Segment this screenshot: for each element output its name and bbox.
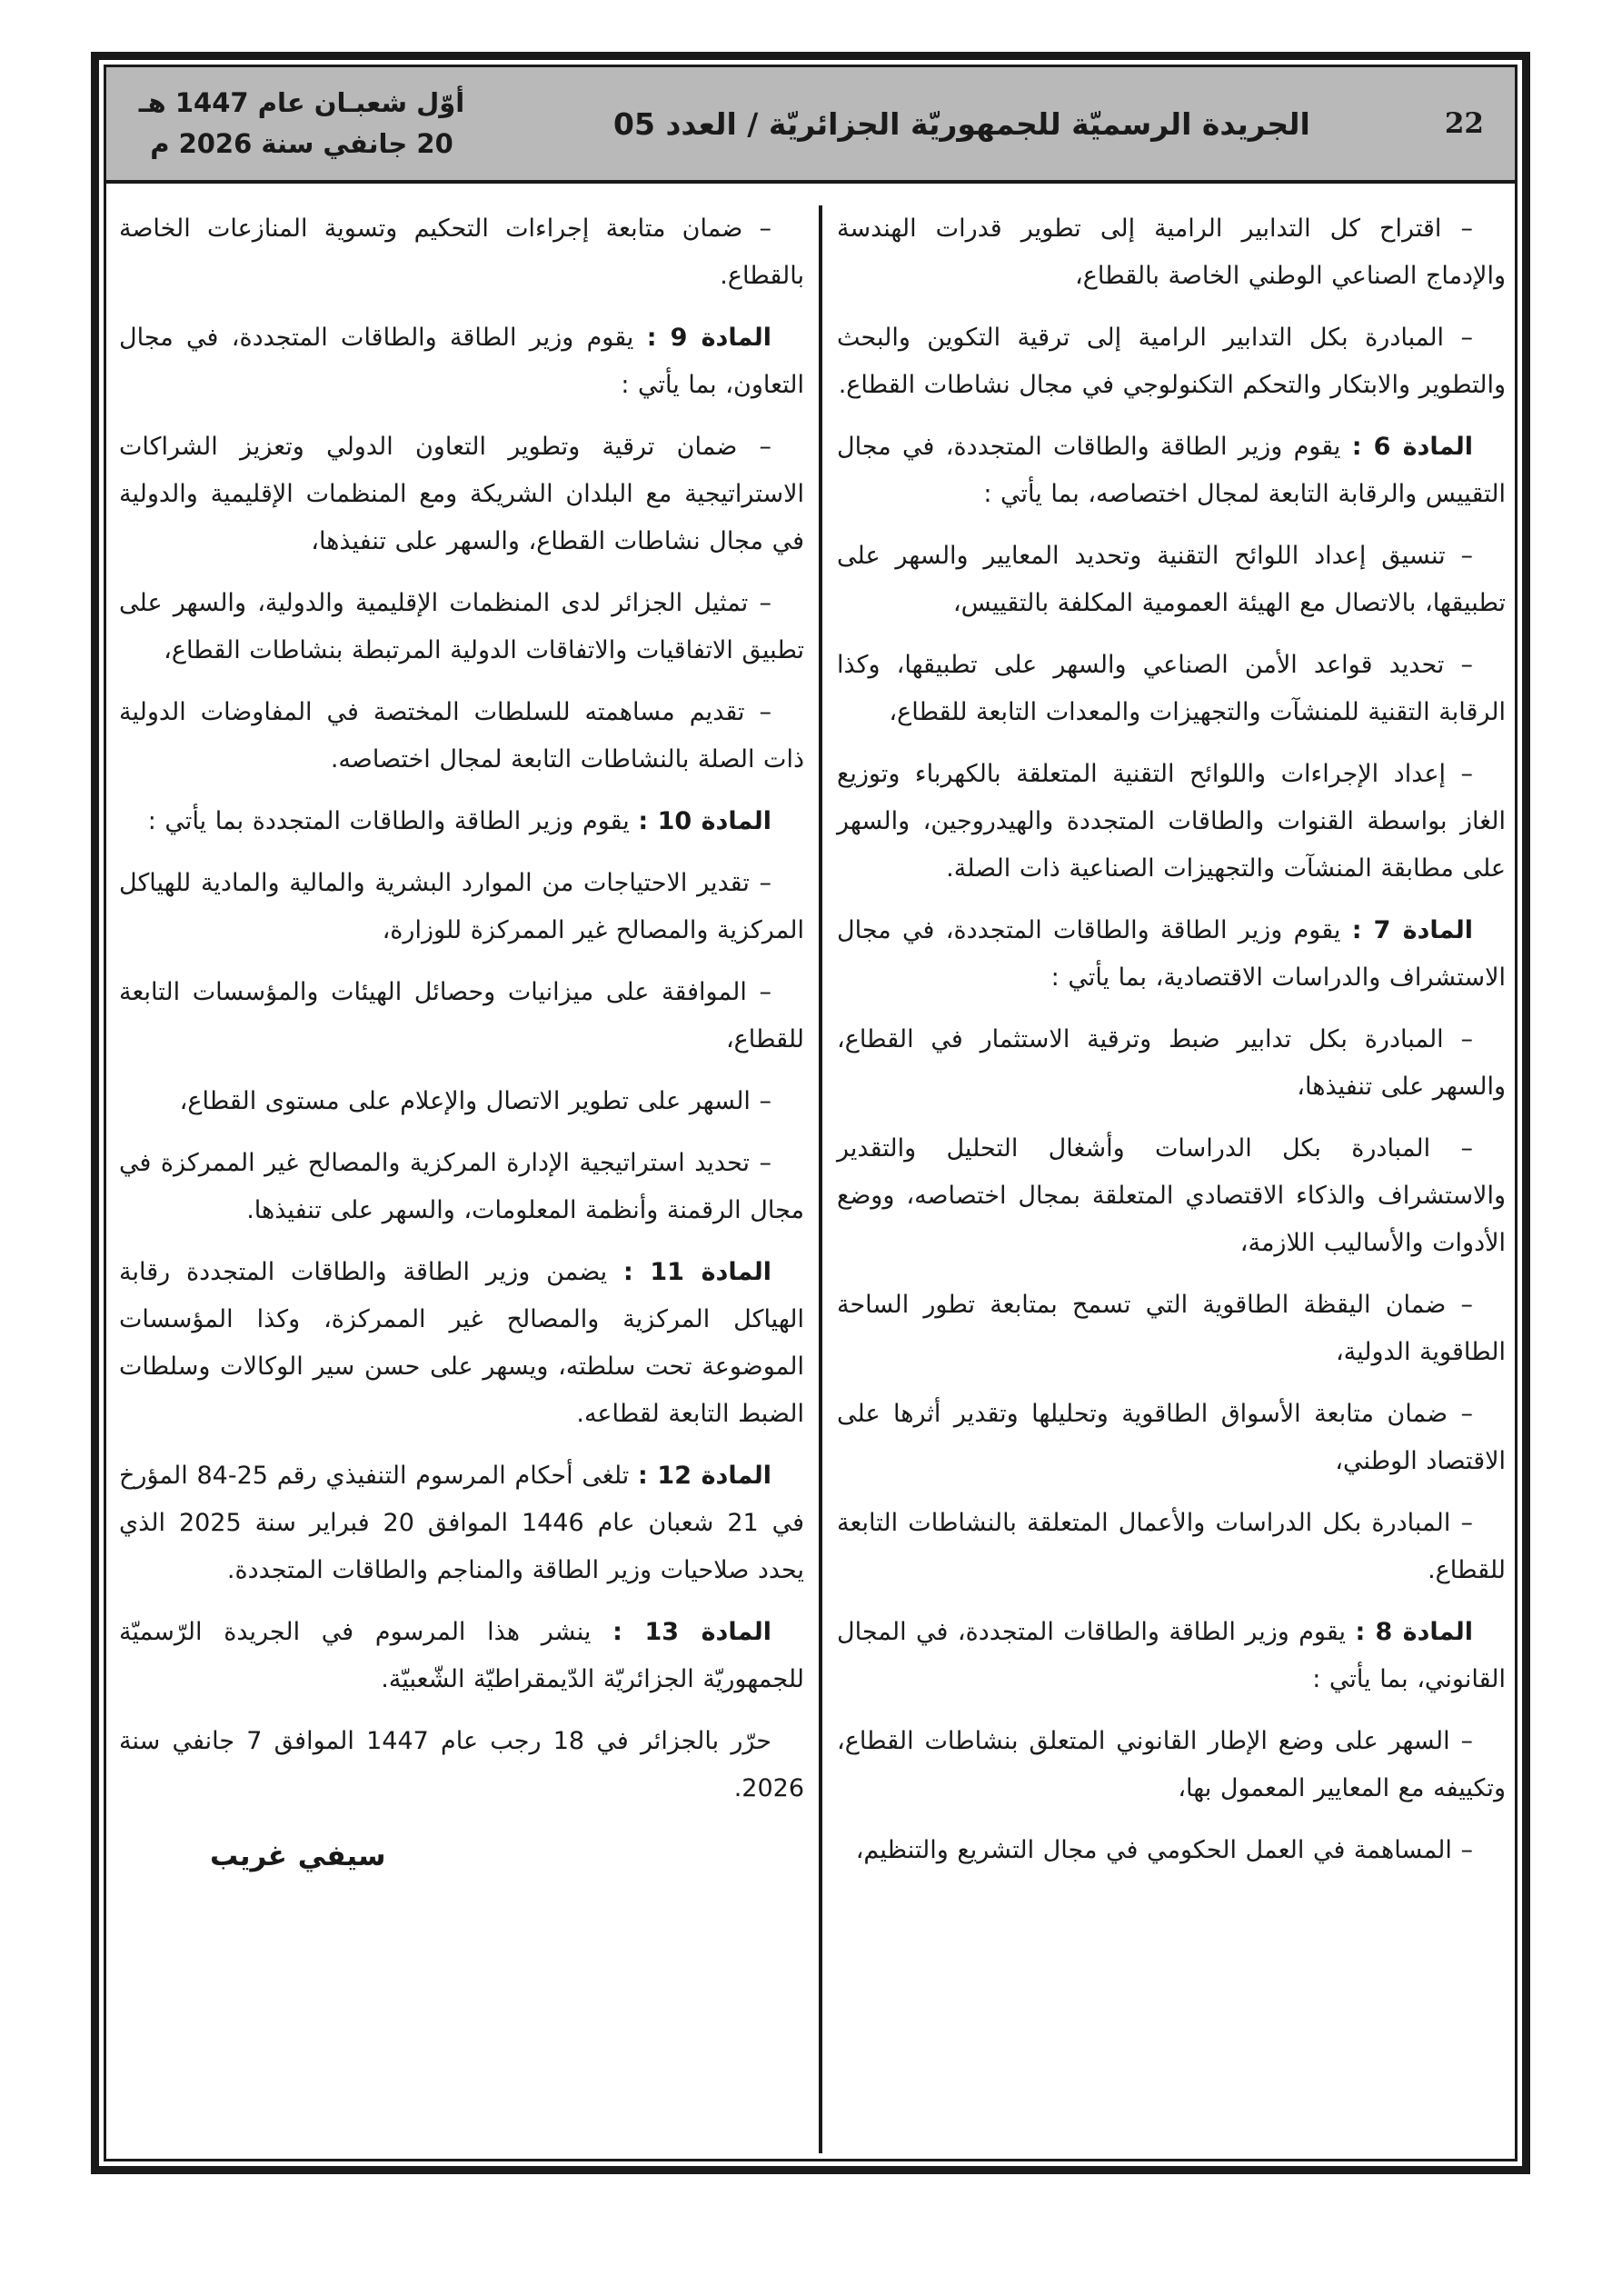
page-frame-inner <box>104 65 1518 2161</box>
article-label: المادة 12 : <box>638 1462 771 1490</box>
body-paragraph: حرّر بالجزائر في 18 رجب عام 1447 الموافق 7 جانفي سنة 2026. <box>119 1727 804 1802</box>
body-paragraph: – إعداد الإجراءات واللوائح التقنية المتعلقة بالكهرباء وتوزيع الغاز بواسطة القنوات والطاقات المتجددة والهيدروجين، والسهر على مطابقة المنشآت والتجهيزات الصناعية ذات الصلة. <box>837 760 1506 883</box>
header-dates <box>106 83 497 165</box>
article-paragraph: المادة 12 : تلغى أحكام المرسوم التنفيذي رقم 25‏-‏84 المؤرخ في 21 شعبان عام 1446 الموافق 20 فبراير سنة 2025 الذي يحدد صلاحيات وزير الطاقة والمناجم والطاقات المتجددة. <box>119 1462 804 1584</box>
article-label: المادة 6 : <box>1351 433 1473 461</box>
article-label: المادة 11 : <box>622 1258 772 1286</box>
body-paragraph: – تحديد استراتيجية الإدارة المركزية والمصالح غير الممركزة في مجال الرقمنة وأنظمة المعلومات، والسهر على تنفيذها. <box>119 1149 804 1224</box>
page-number: 22 <box>1444 107 1484 140</box>
article-paragraph: المادة 11 : يضمن وزير الطاقة والطاقات المتجددة رقابة الهياكل المركزية والمصالح غير الممركزة، وكذا المؤسسات الموضوعة تحت سلطته، ويسهر على حسن سير الوكالات وسلطات الضبط التابعة لقطاعه. <box>119 1258 804 1428</box>
article-paragraph: المادة 10 : يقوم وزير الطاقة والطاقات المتجددة بما يأتي : <box>147 807 771 835</box>
column-divider <box>819 205 822 2153</box>
article-label: المادة 8 : <box>1355 1618 1473 1646</box>
article-label: المادة 10 : <box>638 807 771 835</box>
hijri-date: أوّل شعبـان عام 1447 هـ <box>138 87 465 118</box>
article-paragraph: المادة 13 : ينشر هذا المرسوم في الجريدة الرّسميّة للجمهوريّة الجزائريّة الدّيمقراطيّة الشّعبيّة. <box>119 1618 804 1693</box>
article-paragraph: المادة 8 : يقوم وزير الطاقة والطاقات المتجددة، في المجال القانوني، بما يأتي : <box>837 1618 1506 1693</box>
body-paragraph: – ضمان متابعة إجراءات التحكيم وتسوية المنازعات الخاصة بالقطاع. <box>119 215 804 290</box>
body-paragraph: – تحديد قواعد الأمن الصناعي والسهر على تطبيقها، وكذا الرقابة التقنية للمنشآت والتجهيزات والمعدات التابعة للقطاع، <box>837 651 1506 726</box>
body-paragraph: – المبادرة بكل الدراسات والأعمال المتعلقة بالنشاطات التابعة للقطاع. <box>837 1509 1506 1584</box>
gregorian-date: 20 جانفي سنة 2026 م <box>150 128 453 159</box>
page-frame <box>91 52 1530 2174</box>
body-paragraph: – المبادرة بكل تدابير ضبط وترقية الاستثمار في القطاع، والسهر على تنفيذها، <box>837 1025 1506 1101</box>
page-body <box>106 184 1515 2159</box>
body-paragraph: – ضمان ترقية وتطوير التعاون الدولي وتعزيز الشراكات الاستراتيجية مع البلدان الشريكة ومع المنظمات الإقليمية والدولية في مجال نشاطات القطاع، والسهر على تنفيذها، <box>119 433 804 555</box>
page-header <box>106 67 1515 184</box>
body-paragraph: – السهر على وضع الإطار القانوني المتعلق بنشاطات القطاع، وتكييفه مع المعايير المعمول بها، <box>837 1727 1506 1802</box>
article-label: المادة 13 : <box>612 1618 772 1646</box>
signature: سيفي غريب <box>210 1840 386 1872</box>
body-paragraph: – تقدير الاحتياجات من الموارد البشرية والمالية والمادية للهياكل المركزية والمصالح غير الممركزة للوزارة، <box>119 869 804 944</box>
column-left <box>106 205 819 2159</box>
article-label: المادة 9 : <box>646 324 771 352</box>
body-paragraph: – المبادرة بكل الدراسات وأشغال التحليل والتقدير والاستشراف والذكاء الاقتصادي المتعلقة بمجال اختصاصه، ووضع الأدوات والأساليب اللازمة، <box>837 1134 1506 1257</box>
article-label: المادة 7 : <box>1351 916 1473 944</box>
body-paragraph: – تقديم مساهمته للسلطات المختصة في المفاوضات الدولية ذات الصلة بالنشاطات التابعة لمجال اختصاصه. <box>119 698 804 774</box>
body-paragraph: – ضمان اليقظة الطاقوية التي تسمح بمتابعة تطور الساحة الطاقوية الدولية، <box>837 1291 1506 1366</box>
body-paragraph: – المبادرة بكل التدابير الرامية إلى ترقية التكوين والبحث والتطوير والابتكار والتحكم التكنولوجي في مجال نشاطات القطاع. <box>837 324 1506 399</box>
journal-title: الجريدة الرسميّة للجمهوريّة الجزائريّة / العدد 05 <box>613 105 1310 142</box>
column-right <box>822 205 1515 2159</box>
body-paragraph: – الموافقة على ميزانيات وحصائل الهيئات والمؤسسات التابعة للقطاع، <box>119 978 804 1053</box>
article-paragraph: المادة 7 : يقوم وزير الطاقة والطاقات المتجددة، في مجال الاستشراف والدراسات الاقتصادية، بما يأتي : <box>837 916 1506 992</box>
body-paragraph: – السهر على تطوير الاتصال والإعلام على مستوى القطاع، <box>179 1087 771 1115</box>
article-paragraph: المادة 9 : يقوم وزير الطاقة والطاقات المتجددة، في مجال التعاون، بما يأتي : <box>119 324 804 399</box>
body-paragraph: – ضمان متابعة الأسواق الطاقوية وتحليلها وتقدير أثرها على الاقتصاد الوطني، <box>837 1400 1506 1475</box>
body-paragraph: – تمثيل الجزائر لدى المنظمات الإقليمية والدولية، والسهر على تطبيق الاتفاقيات والاتفاقات الدولية المرتبطة بنشاطات القطاع، <box>119 589 804 664</box>
article-paragraph: المادة 6 : يقوم وزير الطاقة والطاقات المتجددة، في مجال التقييس والرقابة التابعة لمجال اختصاصه، بما يأتي : <box>837 433 1506 508</box>
body-paragraph: – تنسيق إعداد اللوائح التقنية وتحديد المعايير والسهر على تطبيقها، بالاتصال مع الهيئة العمومية المكلفة بالتقييس، <box>837 542 1506 617</box>
body-paragraph: – المساهمة في العمل الحكومي في مجال التشريع والتنظيم، <box>855 1836 1473 1864</box>
body-paragraph: – اقتراح كل التدابير الرامية إلى تطوير قدرات الهندسة والإدماج الصناعي الوطني الخاصة بالقطاع، <box>837 215 1506 290</box>
